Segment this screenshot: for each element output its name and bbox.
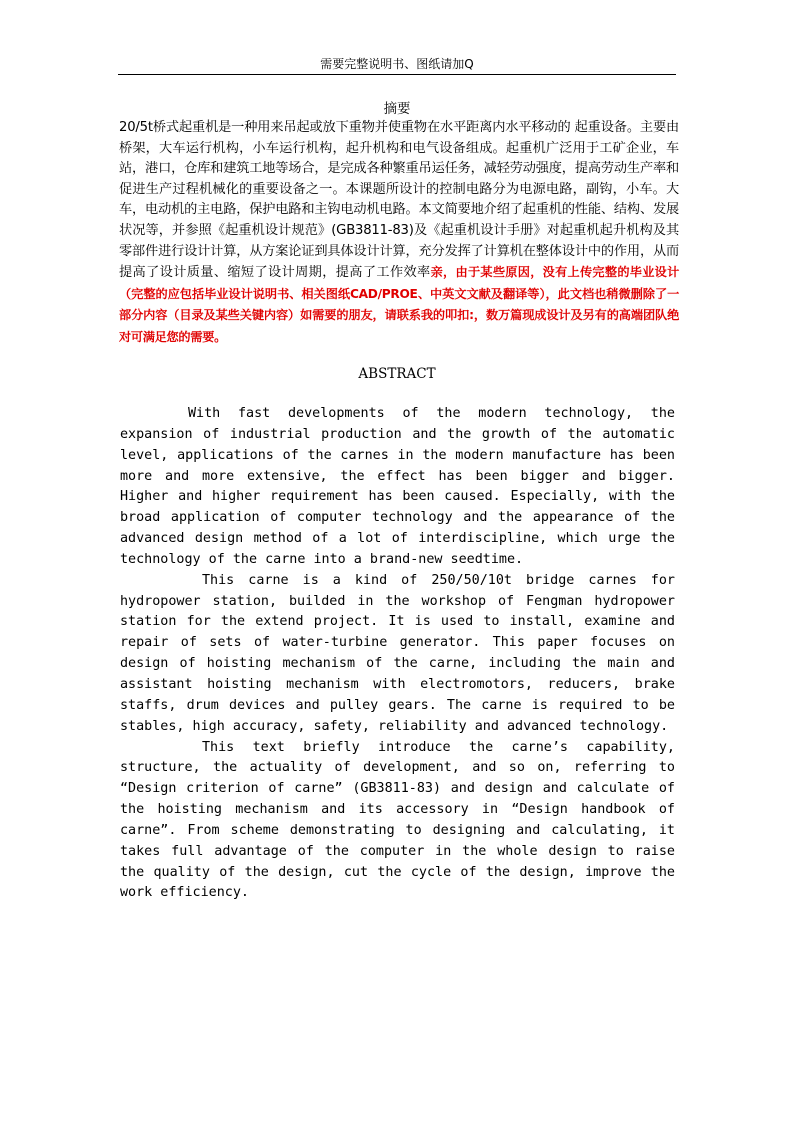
abstract-cn-body: 20/5t桥式起重机是一种用来吊起或放下重物并使重物在水平距离内水平移动的 起重设备。主要由桥架，大车运行机构，小车运行机构，起升机构和电气设备组成。起重机广泛用于工矿企业，车站，港口，仓库和建筑工地等场合，是完成各种繁重吊运任务，减轻劳动强度，提高劳动生产率和促进生产过程机械化的重要设备之一。本课题所设计的控制电路分为电源电路，副钩，小车。大车，电动机的主电路，保护电路和主钩电动机电路。本文简要地介绍了起重机的性能、结构、发展状况等，并参照《起重机设计规范》(GB3811-83)及《起重机设计手册》对起重机起升机构及其零部件进行设计计算，从方案论证到具体设计计算，充分发挥了计算机在整体设计中的作用，从而提高了设计质量、缩短了设计周期，提高了工作效率: [119, 120, 679, 281]
abstract-en-paragraph: With fast developments of the modern technology, the expansion of industrial production and the growth of the automatic level, applications of the carnes in the modern manufacture has been more and more extensive, the effect has been bigger and bigger. Higher and higher requirement has been caused. Especially, with the broad application of computer technology and the appearance of the advanced design method of a lot of interdiscipline, which urge the technology of the carne into a brand-new seedtime.: [120, 406, 675, 567]
abstract-cn-body-block: [119, 118, 679, 349]
page-header: [118, 56, 676, 75]
abstract-en-paragraph: This text briefly introduce the carne’s capability, structure, the actuality of development, and so on, referring to “Design criterion of carne” (GB3811-83) and design and calculate of the hoisting mechanism and its accessory in “Design handbook of carne”. From scheme demonstrating to designing and calculating, it takes full advantage of the computer in the whole design to raise the quality of the design, cut the cycle of the design, improve the work efficiency.: [120, 739, 675, 901]
abstract-cn-title: 摘要: [383, 101, 411, 117]
abstract-cn-notice: 亲，由于某些原因，没有上传完整的毕业设计（完整的应包括毕业设计说明书、相关图纸CAD/PROE、中英文文献及翻译等），此文档也稍微删除了一部分内容（目录及某些关键内容）如需要的朋友，请联系我的叩扣:，数万篇现成设计及另有的高端团队绝对可满足您的需要。: [119, 265, 680, 344]
abstract-en-body: [120, 404, 675, 904]
abstract-en-paragraph: This carne is a kind of 250/50/10t bridge carnes for hydropower station, builded in the workshop of Fengman hydropower station for the extend project. It is used to install, examine and repair of sets of water-turbine generator. This paper focuses on design of hoisting mechanism of the carne, including the main and assistant hoisting mechanism with electromotors, reducers, brake staffs, drum devices and pulley gears. The carne is required to be stables, high accuracy, safety, reliability and advanced technology.: [120, 572, 675, 734]
abstract-en-title: ABSTRACT: [358, 366, 436, 382]
header-text: 需要完整说明书、图纸请加Q: [320, 57, 474, 71]
